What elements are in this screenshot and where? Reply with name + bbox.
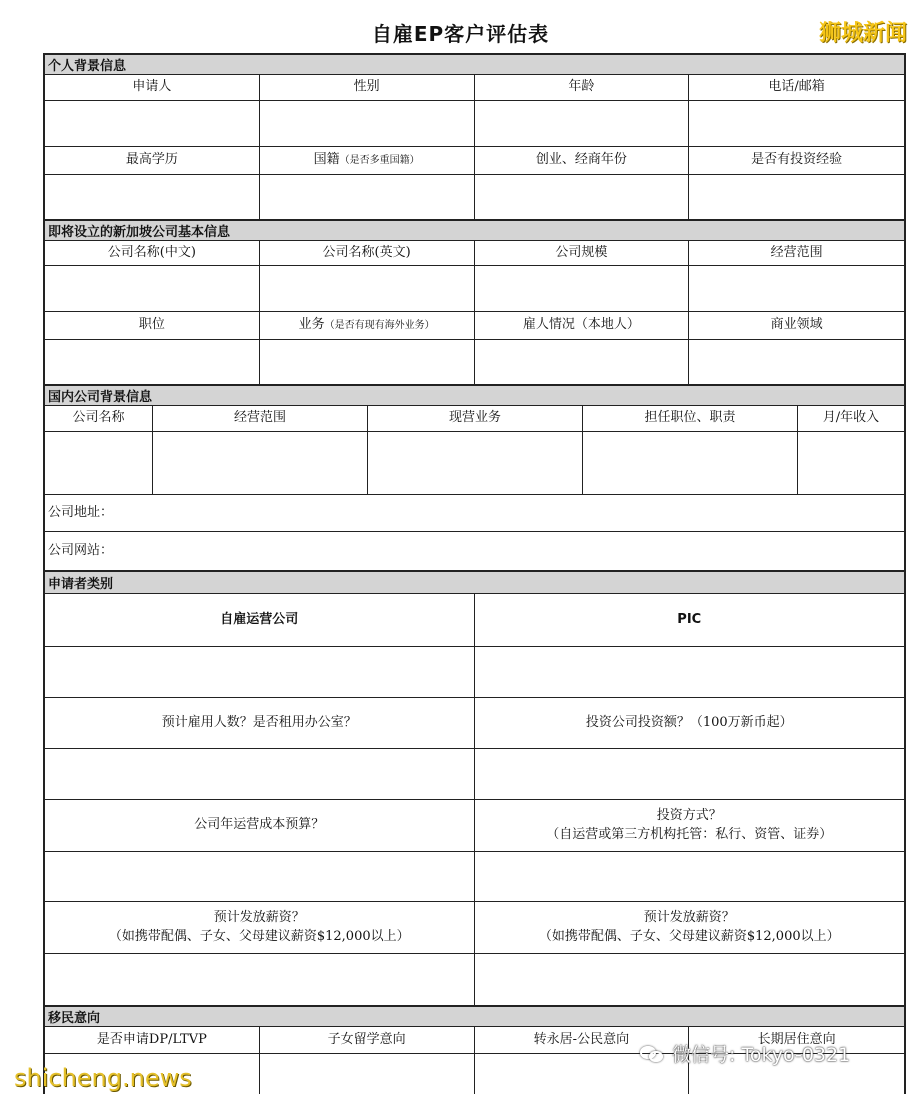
field-self-employed[interactable] [45, 647, 475, 697]
category-input-row-2 [45, 749, 904, 800]
label-employees-office: 预计雇用人数？是否租用办公室？ [45, 698, 475, 748]
label-hiring: 雇人情况（本地人） [475, 312, 690, 339]
field-operating-budget[interactable] [45, 852, 475, 901]
label-business-note: （是否有现有海外业务） [324, 319, 435, 331]
field-cn-company-name[interactable] [45, 432, 153, 494]
form-title: 自雇EP客户评估表 [371, 22, 550, 46]
label-age: 年龄 [475, 75, 690, 100]
label-cn-current-business: 现营业务 [368, 406, 583, 431]
label-nationality [260, 147, 475, 174]
category-question-row-2 [45, 800, 904, 852]
label-salary-right-line1: 预计发放薪资？ [643, 910, 735, 926]
company-sg-header-row-1 [45, 241, 904, 266]
label-cn-income: 月/年收入 [822, 410, 880, 426]
category-question-row-3 [45, 902, 904, 954]
label-pr-citizen: 转永居-公民意向 [475, 1027, 690, 1053]
assessment-form [43, 53, 906, 1094]
label-company-website: 公司网站： [48, 542, 114, 558]
company-sg-input-row-1 [45, 266, 904, 312]
label-operating-budget: 公司年运营成本预算？ [45, 800, 475, 851]
company-cn-input-row [45, 432, 904, 495]
field-cn-business-scope[interactable] [153, 432, 368, 494]
wechat-icon [640, 1044, 666, 1064]
label-company-name-en: 公司名称(英文) [260, 241, 475, 265]
category-input-row-1 [45, 647, 904, 698]
field-business-years[interactable] [475, 175, 690, 219]
field-age[interactable] [475, 101, 690, 146]
label-nationality-text: 国籍 [313, 152, 340, 168]
label-salary-left [45, 902, 475, 953]
company-sg-header-row-2 [45, 312, 904, 340]
label-business-years: 创业、经商年份 [475, 147, 690, 174]
field-nationality[interactable] [260, 175, 475, 219]
category-question-row-1 [45, 698, 904, 749]
label-investment-method [475, 800, 905, 851]
label-cn-role: 担任职位、职责 [583, 406, 798, 431]
field-applicant[interactable] [45, 101, 260, 146]
field-phone-email[interactable] [689, 101, 904, 146]
label-applicant: 申请人 [45, 75, 260, 100]
category-input-row-3 [45, 852, 904, 902]
field-children-study[interactable] [260, 1054, 475, 1094]
label-company-address: 公司地址： [48, 504, 114, 520]
field-company-name-cn[interactable] [45, 266, 260, 311]
label-business-scope: 经营范围 [770, 244, 823, 260]
label-cn-business-scope: 经营范围 [153, 406, 368, 431]
label-salary-left-line2: （如携带配偶、子女、父母建议薪资$12,000以上） [108, 928, 410, 944]
field-business[interactable] [260, 340, 475, 384]
wechat-id-text: 微信号: Tokyo-0321 [672, 1044, 851, 1066]
label-investment-method-line2: （自运营或第三方机构托管：私行、资管、证券） [546, 826, 833, 842]
company-cn-header-row [45, 406, 904, 432]
personal-header-row-2 [45, 147, 904, 175]
label-education: 最高学历 [45, 147, 260, 174]
personal-input-row-2 [45, 175, 904, 219]
field-gender[interactable] [260, 101, 475, 146]
section-company-cn-header: 国内公司背景信息 [45, 384, 904, 406]
field-cn-income[interactable] [798, 432, 904, 494]
label-position: 职位 [45, 312, 260, 339]
personal-header-row-1 [45, 75, 904, 101]
label-salary-left-line1: 预计发放薪资？ [213, 910, 305, 926]
field-cn-current-business[interactable] [368, 432, 583, 494]
field-pic[interactable] [475, 647, 905, 697]
company-address-row[interactable] [45, 495, 904, 532]
section-immigration-header: 移民意向 [45, 1005, 904, 1027]
field-salary-left[interactable] [45, 954, 475, 1005]
category-input-row-4 [45, 954, 904, 1005]
wechat-watermark [640, 1040, 850, 1067]
field-business-field[interactable] [689, 340, 904, 384]
label-business [260, 312, 475, 339]
label-self-employed: 自雇运营公司 [45, 594, 475, 646]
label-nationality-note: （是否多重国籍） [339, 154, 420, 166]
label-business-text: 业务 [298, 317, 325, 333]
section-personal-header: 个人背景信息 [45, 53, 904, 75]
label-pic: PIC [677, 611, 702, 627]
label-cn-company-name: 公司名称 [45, 406, 153, 431]
field-company-size[interactable] [475, 266, 690, 311]
field-investment-method[interactable] [475, 852, 905, 901]
label-salary-right-line2: （如携带配偶、子女、父母建议薪资$12,000以上） [538, 928, 840, 944]
label-company-name-cn: 公司名称(中文) [45, 241, 260, 265]
label-dp-ltvp: 是否申请DP/LTVP [45, 1027, 260, 1053]
label-phone-email: 电话/邮箱 [768, 79, 825, 95]
label-business-field: 商业领域 [770, 317, 823, 333]
field-employees-office[interactable] [45, 749, 475, 799]
category-head-row [45, 594, 904, 647]
label-children-study: 子女留学意向 [260, 1027, 475, 1053]
field-company-name-en[interactable] [260, 266, 475, 311]
label-gender: 性别 [260, 75, 475, 100]
field-investment-amount[interactable] [475, 749, 905, 799]
section-company-sg-header: 即将设立的新加坡公司基本信息 [45, 219, 904, 241]
field-business-scope[interactable] [689, 266, 904, 311]
label-investment-experience: 是否有投资经验 [751, 152, 843, 168]
company-website-row[interactable] [45, 532, 904, 570]
label-long-term-residence: 长期居住意向 [757, 1031, 836, 1047]
field-salary-right[interactable] [475, 954, 905, 1005]
field-investment-experience[interactable] [689, 175, 904, 219]
field-education[interactable] [45, 175, 260, 219]
field-position[interactable] [45, 340, 260, 384]
label-investment-amount: 投资公司投资额？（100万新币起） [585, 714, 793, 730]
company-sg-input-row-2 [45, 340, 904, 384]
site-watermark: shicheng.news [14, 1064, 192, 1092]
label-salary-right [475, 902, 905, 953]
personal-input-row-1 [45, 101, 904, 147]
brand-logo: 狮城新闻 [818, 21, 907, 46]
field-cn-role[interactable] [583, 432, 798, 494]
label-investment-method-line1: 投资方式？ [656, 808, 722, 824]
section-category-header: 申请者类别 [45, 570, 904, 594]
label-company-size: 公司规模 [475, 241, 690, 265]
field-hiring[interactable] [475, 340, 690, 384]
